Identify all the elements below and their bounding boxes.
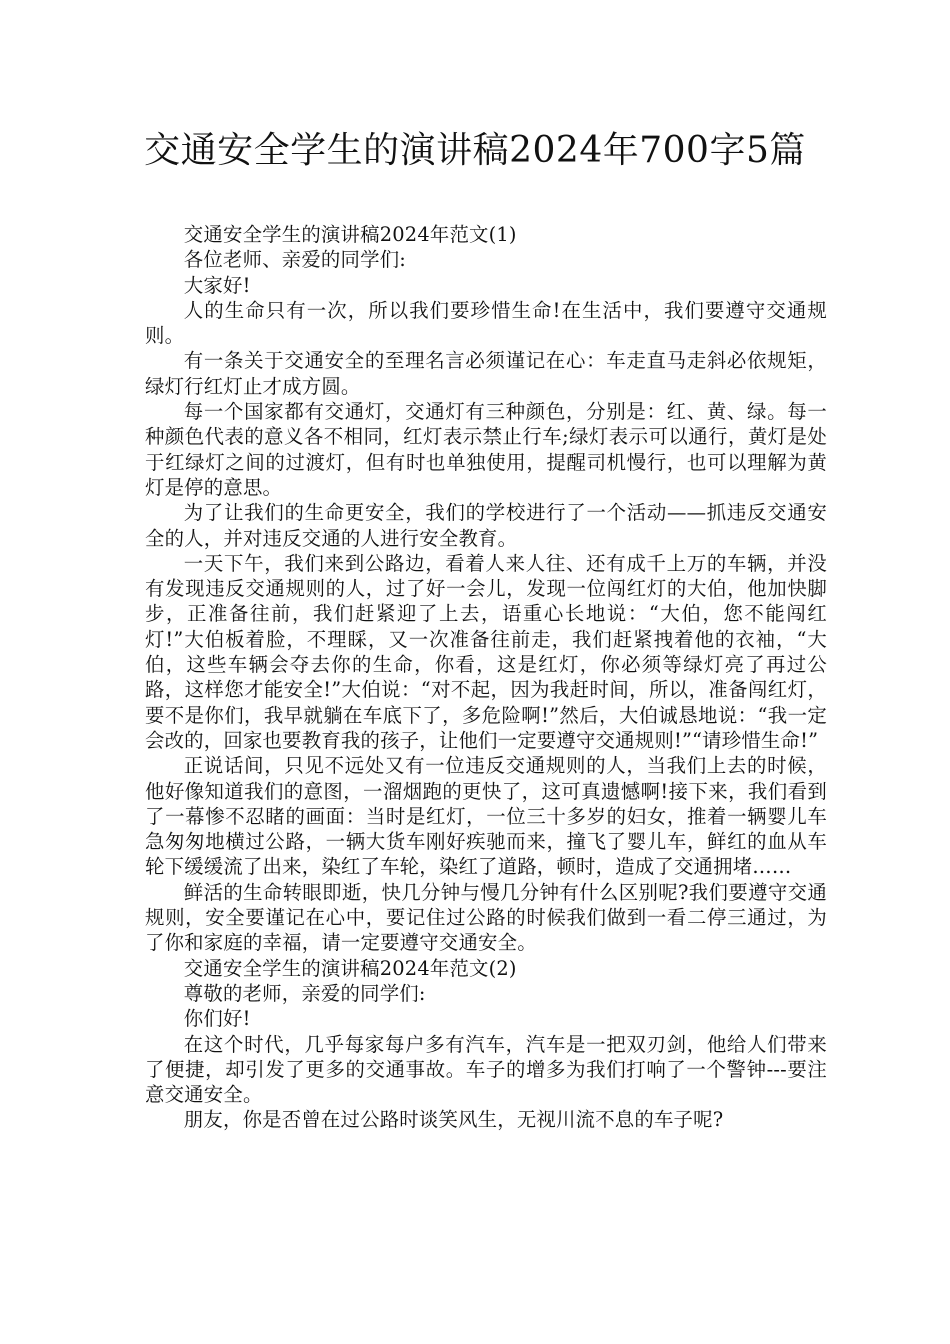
paragraph: 一天下午，我们来到公路边，看着人来人往、还有成千上万的车辆，并没有发现违反交通规则的人，过了好一会儿，发现一位闯红灯的大伯，他加快脚步，正准备往前，我们赶紧迎了上去，语重心长地说：“大伯，您不能闯红灯!”大伯板着脸，不理睬，又一次准备往前走，我们赶紧拽着他的衣袖，“大伯，这些车辆会夺去你的生命，你看，这是红灯，你必须等绿灯亮了再过公路，这样您才能安全!”大伯说：“对不起，因为我赶时间，所以，准备闯红灯，要不是你们，我早就躺在车底下了，多危险啊!”然后，大伯诚恳地说：“我一定会改的，回家也要教育我的孩子，让他们一定要遵守交通规则!”“请珍惜生命!”	[145, 551, 827, 752]
document-title: 交通安全学生的演讲稿2024年700字5篇	[144, 130, 806, 171]
paragraph: 正说话间，只见不远处又有一位违反交通规则的人，当我们上去的时候，他好像知道我们的意图，一溜烟跑的更快了，这可真遗憾啊!接下来，我们看到了一幕惨不忍睹的画面：当时是红灯，一位三十多岁的妇女，推着一辆婴儿车急匆匆地横过公路，一辆大货车刚好疾驰而来，撞飞了婴儿车，鲜红的血从车轮下缓缓流了出来，染红了车轮，染红了道路，顿时，造成了交通拥堵……	[145, 754, 827, 879]
paragraph: 在这个时代，几乎每家每户多有汽车，汽车是一把双刃剑，他给人们带来了便捷，却引发了更多的交通事故。车子的增多为我们打响了一个警钟---要注意交通安全。	[145, 1032, 827, 1107]
document-body	[145, 222, 827, 1133]
salutation: 各位老师、亲爱的同学们:	[183, 248, 407, 272]
paragraph: 有一条关于交通安全的至理名言必须谨记在心：车走直马走斜必依规矩，绿灯行红灯止才成方圆。	[145, 349, 827, 398]
greeting: 大家好!	[183, 273, 251, 297]
paragraph: 朋友，你是否曾在过公路时谈笑风生，无视川流不息的车子呢?	[183, 1108, 724, 1132]
section-heading-2: 交通安全学生的演讲稿2024年范文(2)	[183, 956, 517, 980]
greeting: 你们好!	[183, 1007, 251, 1031]
paragraph: 每一个国家都有交通灯，交通灯有三种颜色，分别是：红、黄、绿。每一种颜色代表的意义各不相同，红灯表示禁止行车;绿灯表示可以通行，黄灯是处于红绿灯之间的过渡灯，但有时也单独使用，提醒司机慢行，也可以理解为黄灯是停的意思。	[145, 400, 827, 499]
paragraph: 人的生命只有一次，所以我们要珍惜生命!在生活中，我们要遵守交通规则。	[145, 298, 827, 348]
paragraph: 鲜活的生命转眼即逝，快几分钟与慢几分钟有什么区别呢?我们要遵守交通规则，安全要谨记在心中，要记住过公路的时候我们做到一看二停三通过，为了你和家庭的幸福，请一定要遵守交通安全。	[145, 880, 827, 955]
paragraph: 为了让我们的生命更安全，我们的学校进行了一个活动——抓违反交通安全的人，并对违反交通的人进行安全教育。	[145, 501, 827, 550]
section-heading-1: 交通安全学生的演讲稿2024年范文(1)	[183, 223, 517, 246]
salutation: 尊敬的老师，亲爱的同学们:	[183, 981, 426, 1005]
